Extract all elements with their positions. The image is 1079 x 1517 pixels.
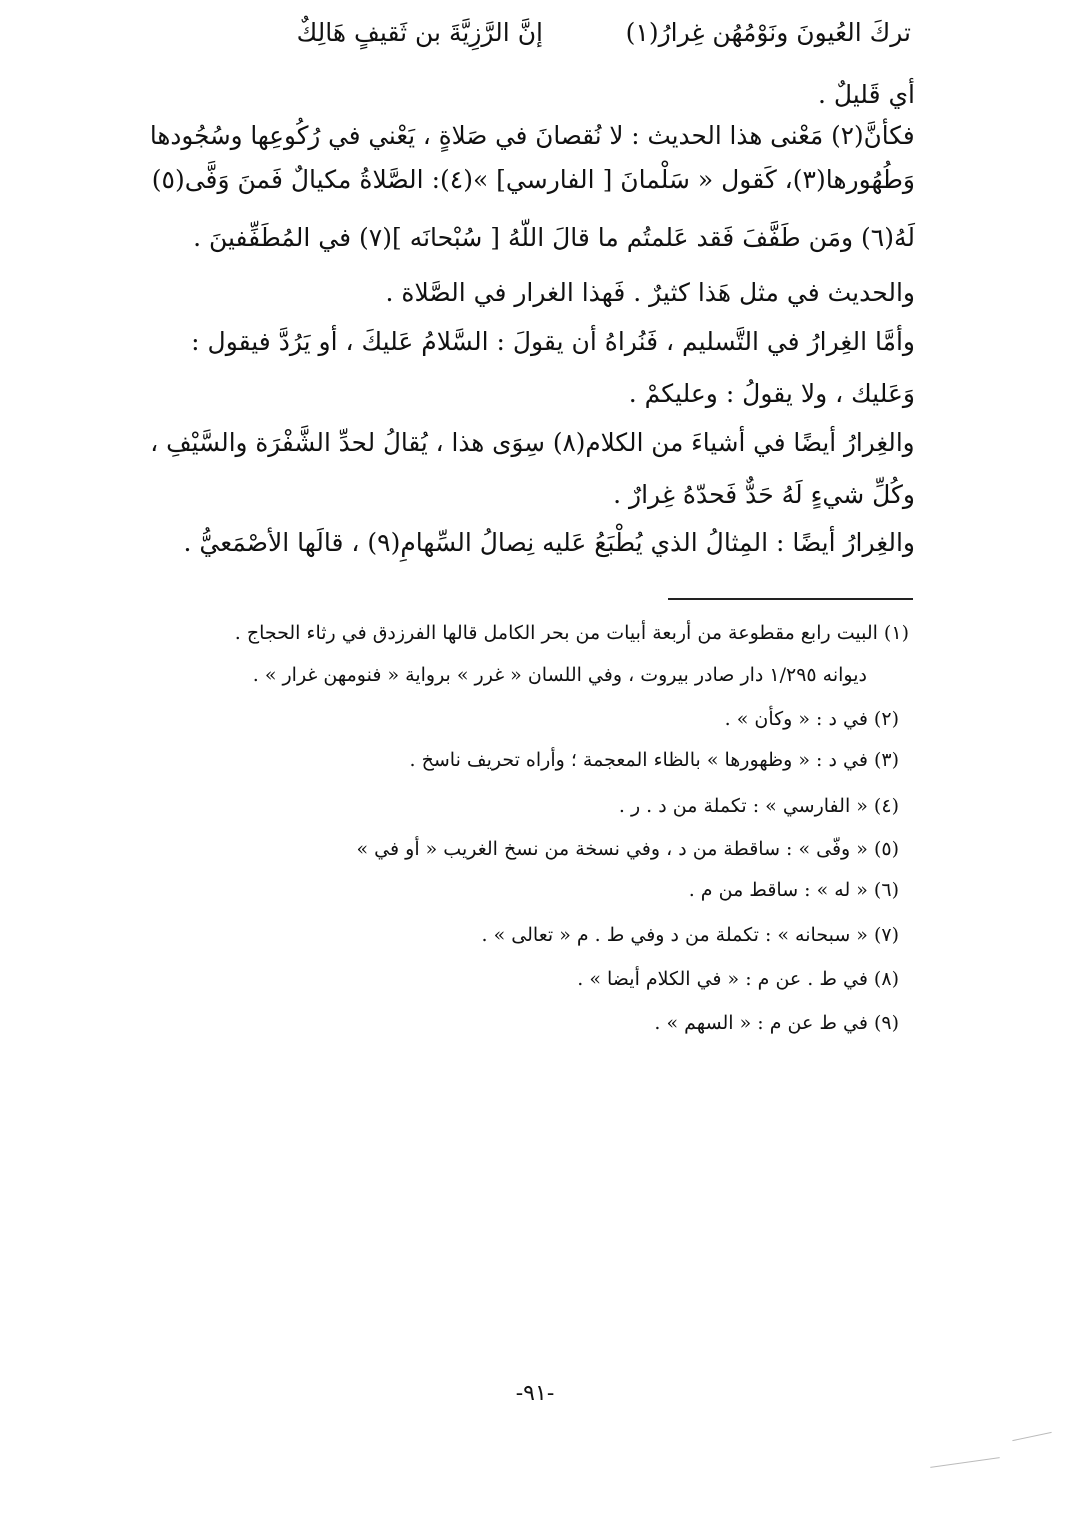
footnote-divider xyxy=(668,598,913,600)
scan-artifact xyxy=(1012,1432,1051,1441)
body-line: والحديث في مثل هَذا كثيرٌ . فَهذا الغرار في الصَّلاة . xyxy=(385,278,915,307)
verse-hemistich-left: تركَ العُيونَ ونَوْمُهُن غِرارُ(١) xyxy=(625,18,911,47)
footnote: (١) البيت رابع مقطوعة من أربعة أبيات من بحر الكامل قالها الفرزدق في رثاء الحجاج . xyxy=(234,622,909,644)
footnote: (٤) « الفارسي » : تكملة من د . ر . xyxy=(618,795,899,817)
body-line: والغِرارُ أيضًا في أشياءَ من الكلام(٨) سِوَى هذا ، يُقالُ لحدِّ الشَّفْرَة والسَّيْفِ ، xyxy=(150,428,915,457)
body-line: وأمَّا الغِرارُ في التَّسليم ، فَنُراهُ أن يقولَ : السَّلامُ عَليكَ ، أو يَرُدَّ فيقول : xyxy=(191,327,915,356)
footnote: (٦) « له » : ساقط من م . xyxy=(688,879,899,901)
page-number: -٩١- xyxy=(515,1381,555,1406)
footnote: (٩) في ط عن م : « السهم » . xyxy=(654,1012,899,1034)
body-line: أي قَليلٌ . xyxy=(817,80,915,109)
footnote: (٣) في د : « وظهورها » بالظاء المعجمة ؛ وأراه تحريف ناسخ . xyxy=(409,749,899,771)
verse-hemistich-right: إنَّ الرَّزِيَّةَ بن ثَقيفٍ هَالِكٌ xyxy=(296,18,543,47)
body-line: لَهُ(٦) ومَن طَفَّفَ فَقد عَلمتُم ما قالَ اللّهُ [ سُبْحانَه ](٧) في المُطَفِّفينَ . xyxy=(193,223,915,252)
scan-artifact xyxy=(930,1457,999,1468)
footnote: (٧) « سبحانه » : تكملة من د وفي ط . م « تعالى » . xyxy=(481,924,899,946)
footnote: (٥) « وفّى » : ساقطة من د ، وفي نسخة من نسخ الغريب « أو في » xyxy=(356,838,899,860)
body-line: وكُلِّ شيءٍ لَهُ حَدٌّ فَحدّهُ غِرارٌ . xyxy=(613,480,915,509)
footnote: ديوانه ١/٢٩٥ دار صادر بيروت ، وفي اللسان « غرر » برواية « فنومهن غرار » . xyxy=(252,664,867,686)
body-line: والغِرارُ أيضًا : المِثالُ الذي يُطْبَعُ عَليه نِصالُ السِّهامِ(٩) ، قالَها الأصْمَعيُّ . xyxy=(183,528,915,557)
body-line: وَعَليك ، ولا يقولُ : وعليكمْ . xyxy=(628,379,915,408)
footnote: (٢) في د : « وكأن » . xyxy=(724,708,899,730)
body-line: فكأنَّ(٢) مَعْنى هذا الحديث : لا نُقصانَ في صَلاةٍ ، يَعْني في رُكُوعِها وسُجُودها xyxy=(150,121,915,150)
body-line: وَطُهُورها(٣)، كَقول « سَلْمانَ [ الفارسي] »(٤): الصَّلاةُ مكيالٌ فَمنَ وَفَّى(٥) xyxy=(151,165,915,194)
footnote: (٨) في ط . عن م : « في الكلام أيضا » . xyxy=(577,968,899,990)
